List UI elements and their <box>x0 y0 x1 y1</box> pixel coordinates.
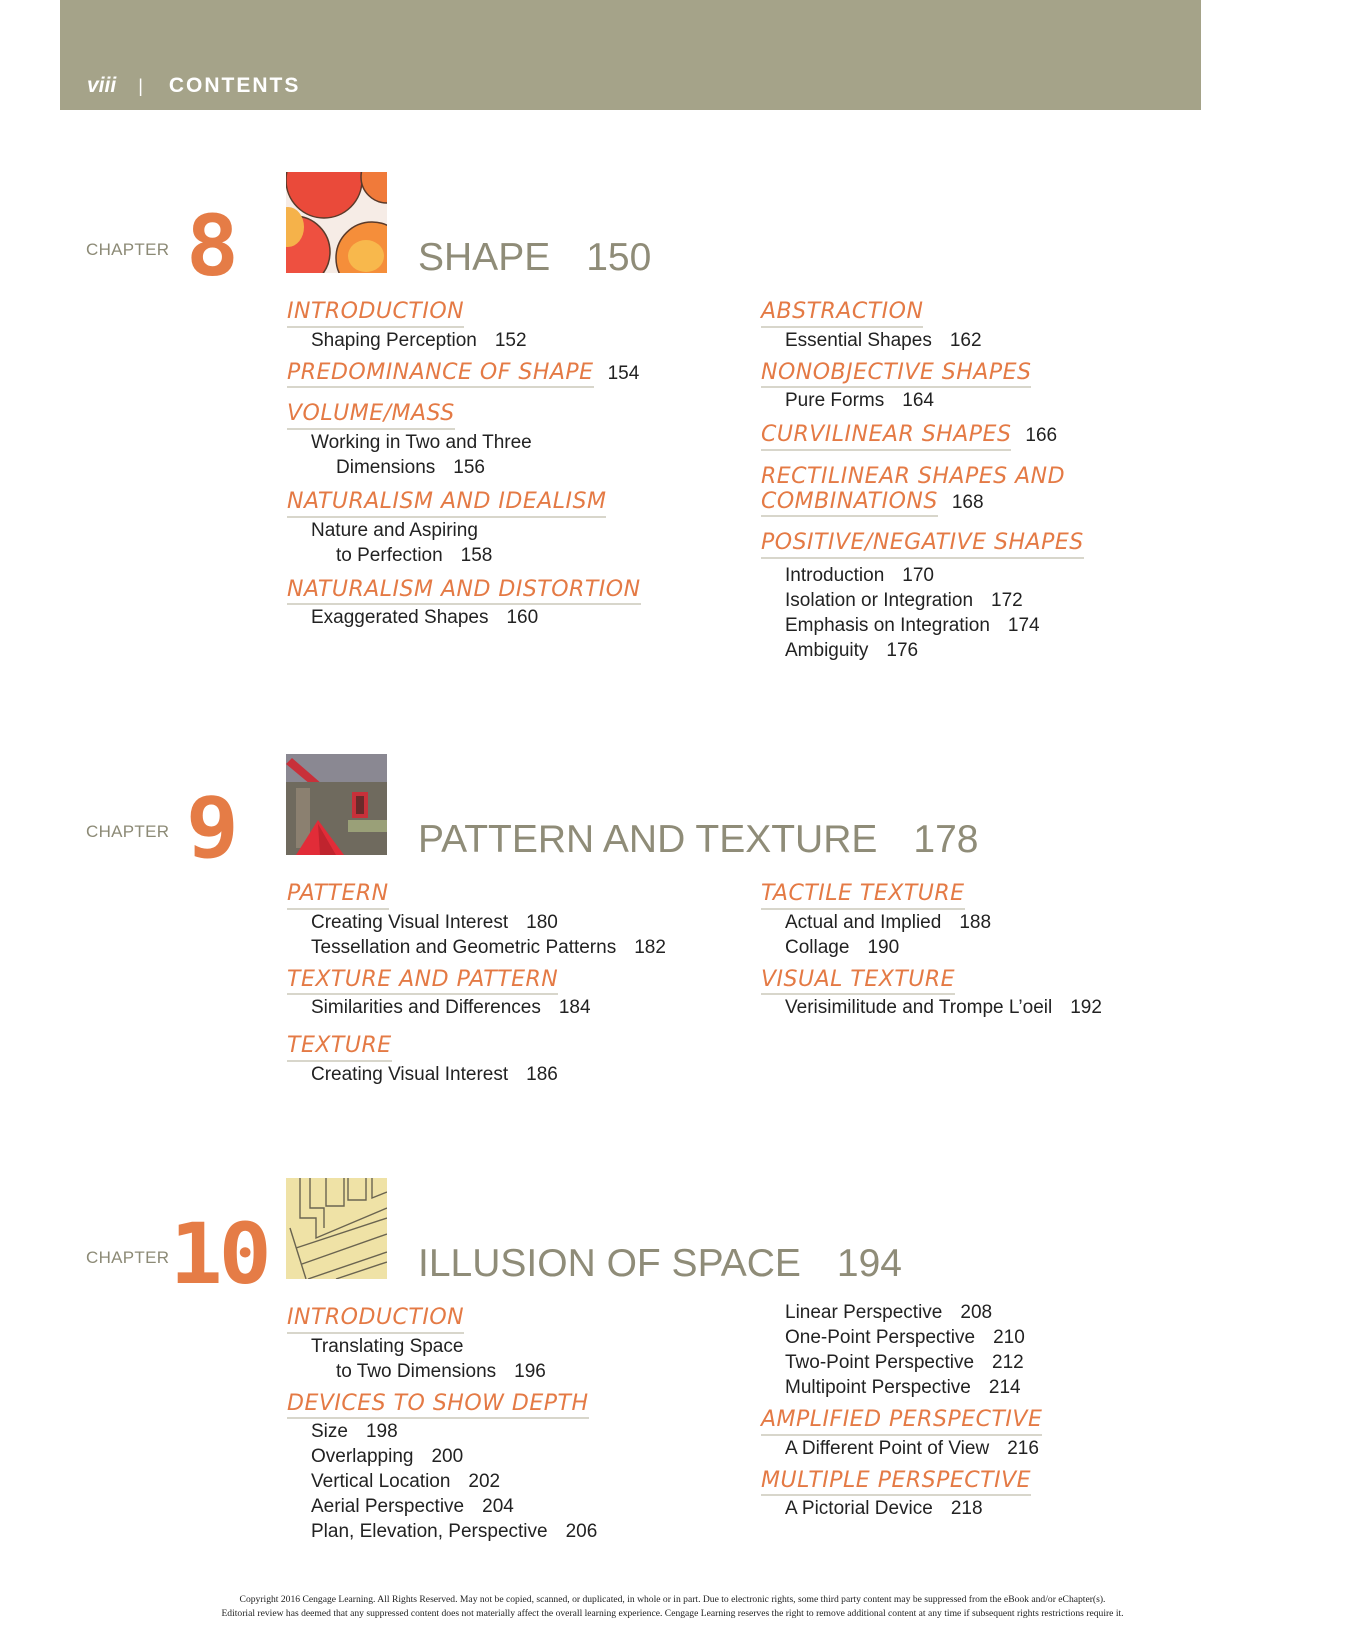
toc-section <box>287 1034 727 1087</box>
toc-entry[interactable]: Plan, Elevation, Perspective 206 <box>311 1521 598 1543</box>
section-heading-link[interactable]: TEXTURE <box>287 1034 392 1062</box>
chapter-title-text: PATTERN AND TEXTURE <box>418 818 878 861</box>
section-heading-link[interactable]: PATTERN <box>287 882 389 910</box>
toc-entry[interactable]: Linear Perspective 208 <box>785 1302 993 1323</box>
section-heading-link[interactable]: TEXTURE AND PATTERN <box>287 968 558 996</box>
section-page: 154 <box>607 362 640 384</box>
chapter-label: CHAPTER <box>86 1248 170 1267</box>
toc-entry[interactable]: Actual and Implied 188 <box>785 911 992 933</box>
toc-section <box>287 1306 727 1384</box>
toc-section <box>761 882 1201 960</box>
toc-entry[interactable]: Creating Visual Interest 186 <box>311 1063 558 1085</box>
toc-section <box>761 1469 1201 1522</box>
toc-entry[interactable]: Nature and Aspiring to Perfection 158 <box>311 519 493 566</box>
toc-entry[interactable]: Translating Space to Two Dimensions 196 <box>311 1335 546 1382</box>
section-heading-link[interactable]: VISUAL TEXTURE <box>761 968 955 996</box>
toc-entry[interactable]: Ambiguity 176 <box>785 639 919 661</box>
toc-entry[interactable]: Shaping Perception 152 <box>311 329 527 351</box>
toc-section <box>287 361 707 389</box>
toc-section <box>761 465 1181 517</box>
section-heading-link-line2[interactable]: COMBINATIONS <box>761 490 938 518</box>
chapter-title-page: 194 <box>836 1242 902 1285</box>
running-header <box>87 74 300 98</box>
chapter-label: CHAPTER <box>86 822 170 841</box>
toc-entry[interactable]: Essential Shapes 162 <box>785 329 982 351</box>
section-heading-link[interactable]: TACTILE TEXTURE <box>761 882 965 910</box>
toc-section <box>287 882 727 960</box>
chapter-title <box>418 818 978 862</box>
section-heading-link[interactable]: CURVILINEAR SHAPES <box>761 423 1011 451</box>
toc-entry[interactable]: Vertical Location 202 <box>311 1471 501 1493</box>
toc-entry[interactable]: Multipoint Perspective 214 <box>785 1377 1021 1398</box>
copyright-footer <box>0 1593 1345 1621</box>
toc-entry[interactable]: One-Point Perspective 210 <box>785 1327 1025 1348</box>
section-heading-link[interactable]: NATURALISM AND DISTORTION <box>287 578 641 606</box>
toc-section <box>761 531 1181 663</box>
copyright-line-1: Copyright 2016 Cengage Learning. All Rights Reserved. May not be copied, scanned, or duplicated, in whole or in part. Due to electronic rights, some third party content may be suppressed from the eBook and/or eChapter(s). <box>239 1594 1106 1605</box>
section-heading-link[interactable]: MULTIPLE PERSPECTIVE <box>761 1469 1031 1497</box>
section-heading-link[interactable]: PREDOMINANCE OF SHAPE <box>287 361 594 389</box>
chapter-10-right-column <box>761 1300 1201 1521</box>
toc-section <box>287 402 707 480</box>
chapter-title <box>418 236 651 280</box>
chapter-label: CHAPTER <box>86 240 170 259</box>
toc-section <box>287 1392 727 1545</box>
apples-watercolor-thumbnail <box>286 172 387 273</box>
header-separator: | <box>138 75 145 96</box>
toc-entry[interactable]: Introduction 170 <box>785 564 934 586</box>
section-heading-link[interactable]: RECTILINEAR SHAPES AND <box>761 463 1066 489</box>
toc-section <box>287 490 707 568</box>
toc-section <box>761 423 1181 451</box>
chapter-8-left-column <box>287 300 707 630</box>
section-heading-link[interactable]: INTRODUCTION <box>287 300 464 328</box>
chapter-title <box>418 1242 902 1286</box>
header-title: CONTENTS <box>168 74 301 97</box>
section-heading-link[interactable]: NONOBJECTIVE SHAPES <box>761 361 1031 389</box>
chapter-title-page: 178 <box>913 818 979 861</box>
toc-entry[interactable]: A Pictorial Device 218 <box>785 1498 983 1520</box>
section-heading-link[interactable]: ABSTRACTION <box>761 300 923 328</box>
section-heading-link[interactable]: POSITIVE/NEGATIVE SHAPES <box>761 531 1084 559</box>
page-number: viii <box>87 74 117 97</box>
toc-section <box>761 300 1181 353</box>
toc-section <box>761 361 1181 414</box>
toc-entry[interactable]: Exaggerated Shapes 160 <box>311 607 539 629</box>
toc-section <box>287 300 707 353</box>
toc-entry[interactable]: Size 198 <box>311 1421 398 1443</box>
section-page: 168 <box>951 491 984 513</box>
toc-entry[interactable]: Pure Forms 164 <box>785 390 934 412</box>
stone-house-thumbnail <box>286 754 387 855</box>
toc-section <box>761 968 1201 1021</box>
architectural-sketch-thumbnail <box>286 1178 387 1279</box>
chapter-9-left-column <box>287 882 727 1087</box>
toc-section <box>761 1408 1201 1461</box>
copyright-line-2: Editorial review has deemed that any suppressed content does not materially affect the overall learning experience. Cengage Learning reserves the right to remove additional content at any time if subsequent rights restrictions require it. <box>221 1608 1124 1619</box>
toc-entry[interactable]: Collage 190 <box>785 936 900 958</box>
toc-entry[interactable]: Two-Point Perspective 212 <box>785 1352 1024 1373</box>
chapter-title-page: 150 <box>586 236 652 279</box>
chapter-title-text: ILLUSION OF SPACE <box>418 1242 801 1285</box>
toc-entry[interactable]: Working in Two and Three Dimensions 156 <box>311 431 532 478</box>
section-heading-link[interactable]: INTRODUCTION <box>287 1306 464 1334</box>
section-heading-link[interactable]: VOLUME/MASS <box>287 402 455 430</box>
section-page: 166 <box>1025 425 1058 447</box>
chapter-8-right-column <box>761 300 1181 663</box>
toc-entry[interactable]: Verisimilitude and Trompe L’oeil 192 <box>785 997 1102 1019</box>
chapter-9-right-column <box>761 882 1201 1020</box>
chapter-number: 9 <box>185 779 235 877</box>
toc-entry[interactable]: A Different Point of View 216 <box>785 1437 1039 1459</box>
toc-section <box>287 968 727 1021</box>
chapter-10-left-column <box>287 1306 727 1544</box>
toc-entry[interactable]: Creating Visual Interest 180 <box>311 911 558 933</box>
toc-entry[interactable]: Isolation or Integration 172 <box>785 589 1023 611</box>
toc-entry[interactable]: Similarities and Differences 184 <box>311 997 591 1019</box>
toc-section <box>287 578 707 631</box>
toc-entry[interactable]: Tessellation and Geometric Patterns 182 <box>311 936 666 958</box>
chapter-number: 8 <box>185 197 235 295</box>
chapter-number: 10 <box>169 1205 268 1303</box>
toc-entry[interactable]: Emphasis on Integration 174 <box>785 614 1040 636</box>
section-heading-link[interactable]: AMPLIFIED PERSPECTIVE <box>761 1408 1042 1436</box>
section-heading-link[interactable]: NATURALISM AND IDEALISM <box>287 490 606 518</box>
section-heading-link[interactable]: DEVICES TO SHOW DEPTH <box>287 1392 589 1420</box>
toc-entry[interactable]: Overlapping 200 <box>311 1446 464 1468</box>
chapter-title-text: SHAPE <box>418 236 551 279</box>
toc-entry[interactable]: Aerial Perspective 204 <box>311 1496 514 1518</box>
